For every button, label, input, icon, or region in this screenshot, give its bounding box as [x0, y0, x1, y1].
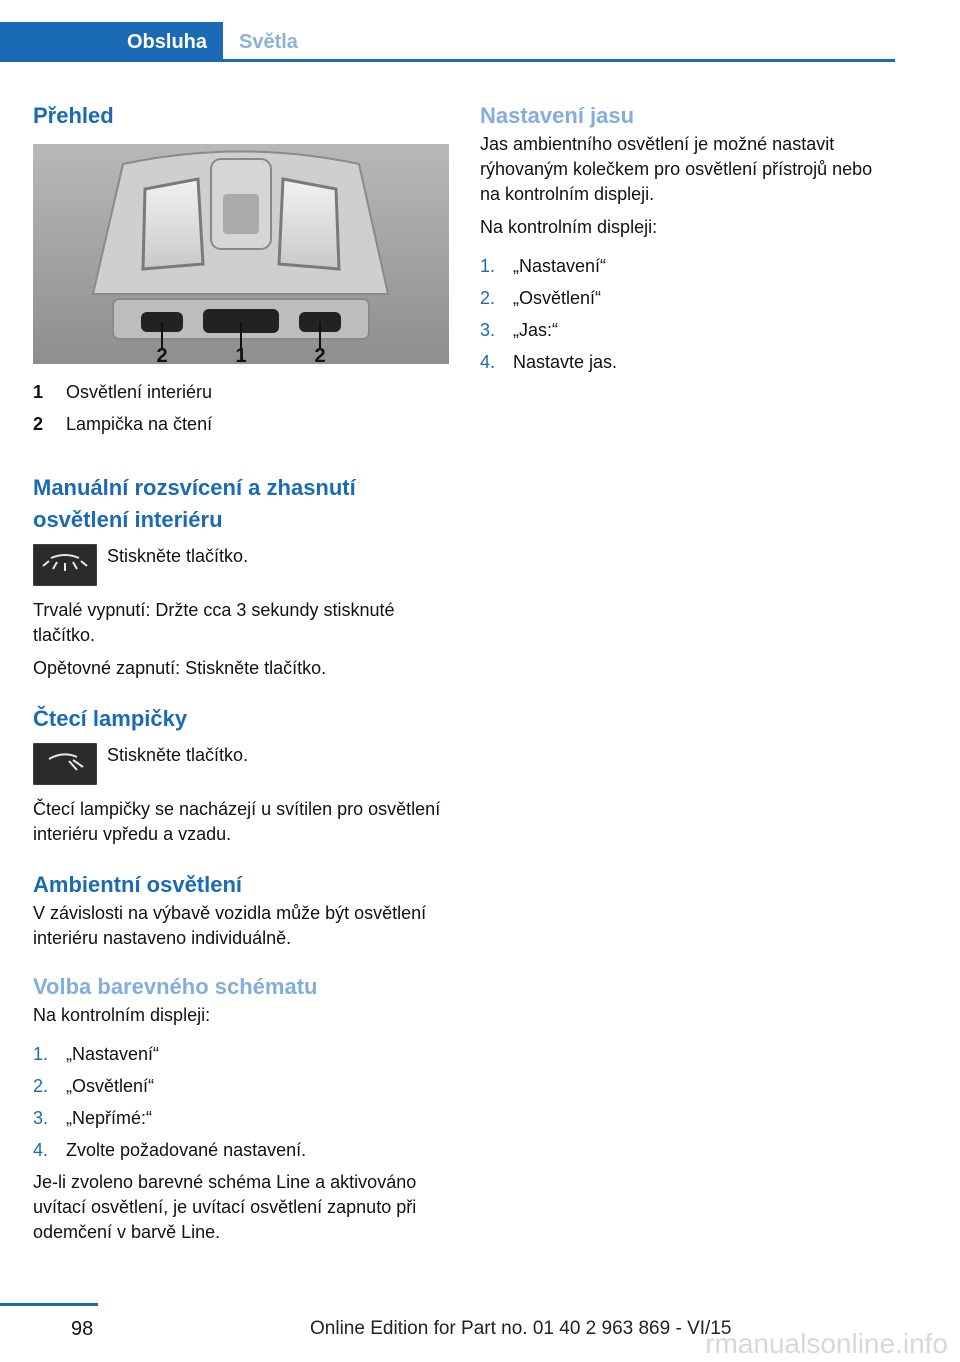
legend-text: Osvětlení interiéru — [66, 382, 213, 402]
list-item — [480, 346, 896, 378]
step-text: „Nepřímé:“ — [66, 1108, 153, 1128]
step-text: „Nastavení“ — [66, 1044, 160, 1064]
footer-rule — [0, 1303, 98, 1306]
color-scheme-para: Je-li zvoleno barevné schéma Line a aktivováno uvítací osvětlení, je uvítací osvětlení zapnuto při odemčení v barvě Line. — [33, 1172, 417, 1242]
step-number: 4. — [33, 1140, 49, 1160]
photo-callout-right: 2 — [314, 345, 326, 364]
list-item — [480, 282, 896, 314]
step-number: 2. — [480, 288, 496, 308]
step-text: „Osvětlení“ — [513, 288, 602, 308]
color-scheme-intro: Na kontrolním displeji: — [33, 1005, 211, 1025]
header-tabbar — [0, 22, 895, 62]
step-number: 3. — [33, 1108, 49, 1128]
step-number: 1. — [33, 1044, 49, 1064]
legend-number: 2 — [33, 414, 44, 434]
page-number: 98 — [71, 1318, 94, 1340]
list-item — [33, 1038, 449, 1070]
left-column — [33, 100, 449, 1245]
list-item — [33, 1070, 449, 1102]
reading-light-instruction — [33, 743, 449, 785]
photo-callout-left: 2 — [156, 345, 168, 364]
brightness-intro: Na kontrolním displeji: — [480, 217, 658, 237]
step-number: 3. — [480, 320, 496, 340]
watermark: rmanualsonline.info — [705, 1328, 948, 1359]
color-scheme-title: Volba barevného schématu — [33, 974, 318, 999]
step-text: Zvolte požadované nastavení. — [66, 1140, 307, 1160]
reading-para: Čtecí lampičky se nacházejí u svítilen pro osvětlení interiéru vpředu a vzadu. — [33, 799, 441, 844]
manual-title-line1: Manuální rozsvícení a zhasnutí — [33, 475, 356, 500]
ambient-title: Ambientní osvětlení — [33, 872, 243, 897]
edition-text: Online Edition for Part no. 01 40 2 963 869 - VI/15 — [310, 1318, 732, 1339]
manual-press-text: Stiskněte tlačítko. — [107, 546, 249, 566]
color-scheme-steps — [33, 1038, 449, 1166]
step-number: 4. — [480, 352, 496, 372]
overview-title: Přehled — [33, 103, 114, 128]
list-item — [33, 1102, 449, 1134]
ambient-para: V závislosti na výbavě vozidla může být osvětlení interiéru nastaveno individuálně. — [33, 903, 427, 948]
legend-item — [33, 408, 449, 440]
reading-light-button-icon — [33, 743, 97, 785]
step-text: Nastavte jas. — [513, 352, 618, 372]
manual-title-line2: osvětlení interiéru — [33, 507, 223, 532]
legend-item — [33, 376, 449, 408]
legend-text: Lampička na čtení — [66, 414, 213, 434]
brightness-para: Jas ambientního osvětlení je možné nastavit rýhovaným kolečkem pro osvětlení přístrojů nebo na kontrolním displeji. — [480, 134, 873, 204]
step-text: „Osvětlení“ — [66, 1076, 155, 1096]
list-item — [480, 250, 896, 282]
step-number: 1. — [480, 256, 496, 276]
overhead-console-photo — [33, 144, 449, 364]
tab-obsluha[interactable]: Obsluha — [0, 22, 223, 62]
tab-svetla[interactable]: Světla — [239, 30, 298, 53]
brightness-title: Nastavení jasu — [480, 103, 635, 128]
legend-number: 1 — [33, 382, 44, 402]
step-text: „Jas:“ — [513, 320, 558, 340]
interior-light-button-icon — [33, 544, 97, 586]
list-item — [33, 1134, 449, 1166]
right-column — [480, 100, 896, 378]
interior-light-instruction — [33, 544, 449, 586]
header-rule — [0, 59, 895, 62]
list-item — [480, 314, 896, 346]
photo-legend — [33, 376, 449, 440]
step-number: 2. — [33, 1076, 49, 1096]
photo-callout-center: 1 — [235, 345, 247, 364]
reading-title: Čtecí lampičky — [33, 706, 188, 731]
brightness-steps — [480, 250, 896, 378]
manual-title — [33, 472, 449, 536]
manual-para-2: Opětovné zapnutí: Stiskněte tlačítko. — [33, 658, 327, 678]
step-text: „Nastavení“ — [513, 256, 607, 276]
manual-para-1: Trvalé vypnutí: Držte cca 3 sekundy stisknuté tlačítko. — [33, 600, 395, 645]
reading-press-text: Stiskněte tlačítko. — [107, 745, 249, 765]
